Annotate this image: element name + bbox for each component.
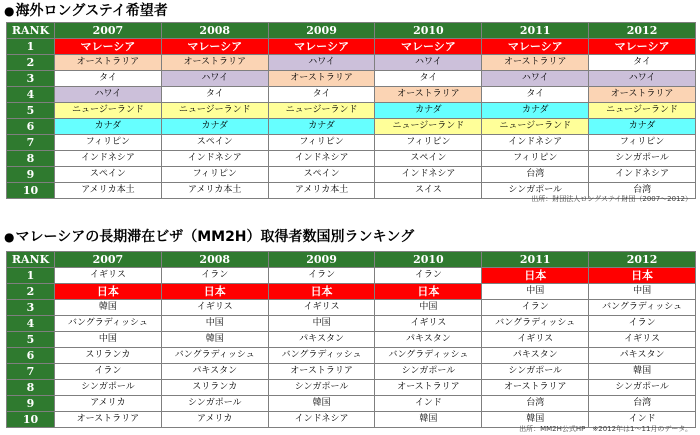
country-cell: イギリス [268, 300, 375, 316]
year-header: 2012 [589, 252, 696, 268]
country-cell: 中国 [161, 316, 268, 332]
country-cell: シンガポール [375, 364, 482, 380]
country-cell: アメリカ [161, 412, 268, 428]
year-header: 2010 [375, 252, 482, 268]
rank-number: 2 [7, 284, 55, 300]
country-cell: インドネシア [268, 412, 375, 428]
country-cell: アメリカ本土 [268, 183, 375, 199]
rank-number: 1 [7, 39, 55, 55]
country-cell: フィリピン [589, 135, 696, 151]
table-row [7, 103, 696, 119]
table-row [7, 119, 696, 135]
country-cell: オーストラリア [482, 380, 589, 396]
country-cell: イラン [55, 364, 162, 380]
rank-number: 7 [7, 364, 55, 380]
country-cell: イラン [375, 268, 482, 284]
country-cell: インドネシア [375, 167, 482, 183]
country-cell: シンガポール [482, 183, 589, 199]
rank-number: 7 [7, 135, 55, 151]
country-cell: 韓国 [161, 332, 268, 348]
country-cell: ハワイ [482, 71, 589, 87]
country-cell: カナダ [589, 119, 696, 135]
table-row [7, 87, 696, 103]
country-cell: スリランカ [55, 348, 162, 364]
rank-number: 4 [7, 87, 55, 103]
section2-title: ●マレーシアの長期滞在ビザ（MM2H）取得者数国別ランキング [4, 229, 415, 245]
country-cell: ニュージーランド [268, 103, 375, 119]
bullet-icon: ● [4, 4, 15, 18]
country-cell: イラン [482, 300, 589, 316]
rank-header: RANK [7, 252, 55, 268]
country-cell: フィリピン [55, 135, 162, 151]
country-cell: カナダ [482, 103, 589, 119]
country-cell: タイ [482, 87, 589, 103]
country-cell: イギリス [55, 268, 162, 284]
header-row [7, 23, 696, 39]
country-cell: 日本 [375, 284, 482, 300]
country-cell: オーストラリア [55, 55, 162, 71]
section2-source: 出所：MM2H公式HP ※2012年は1～11月のデータ。 [519, 425, 692, 433]
country-cell: アメリカ本土 [55, 183, 162, 199]
country-cell: 日本 [161, 284, 268, 300]
country-cell: カナダ [268, 119, 375, 135]
country-cell: フィリピン [161, 167, 268, 183]
country-cell: 韓国 [268, 396, 375, 412]
country-cell: パキスタン [268, 332, 375, 348]
country-cell: イラン [268, 268, 375, 284]
rank-number: 2 [7, 55, 55, 71]
table-row [7, 332, 696, 348]
country-cell: カナダ [161, 119, 268, 135]
rank-number: 3 [7, 300, 55, 316]
country-cell: インドネシア [589, 167, 696, 183]
table-row [7, 39, 696, 55]
table-row [7, 348, 696, 364]
country-cell: 日本 [589, 268, 696, 284]
country-cell: インド [375, 396, 482, 412]
year-header: 2010 [375, 23, 482, 39]
country-cell: シンガポール [161, 396, 268, 412]
country-cell: スペイン [55, 167, 162, 183]
country-cell: フィリピン [268, 135, 375, 151]
rank-number: 1 [7, 268, 55, 284]
country-cell: ハワイ [161, 71, 268, 87]
year-header: 2008 [161, 252, 268, 268]
rank-number: 4 [7, 316, 55, 332]
country-cell: 台湾 [482, 396, 589, 412]
country-cell: ハワイ [375, 55, 482, 71]
country-cell: スペイン [268, 167, 375, 183]
country-cell: ニュージーランド [375, 119, 482, 135]
section1-source: 出所：財団法人ロングステイ財団（2007～2012） [531, 195, 692, 203]
rank-number: 10 [7, 412, 55, 428]
country-cell: タイ [268, 87, 375, 103]
country-cell: オーストラリア [268, 364, 375, 380]
country-cell: シンガポール [482, 364, 589, 380]
country-cell: イギリス [482, 332, 589, 348]
country-cell: イギリス [589, 332, 696, 348]
table-row [7, 284, 696, 300]
country-cell: シンガポール [55, 380, 162, 396]
bullet-icon: ● [4, 230, 15, 244]
country-cell: イラン [589, 316, 696, 332]
country-cell: ニュージーランド [161, 103, 268, 119]
table-row [7, 151, 696, 167]
country-cell: ニュージーランド [55, 103, 162, 119]
table-row [7, 268, 696, 284]
country-cell: シンガポール [589, 151, 696, 167]
country-cell: 日本 [268, 284, 375, 300]
country-cell: バングラディッシュ [55, 316, 162, 332]
country-cell: タイ [161, 87, 268, 103]
country-cell: 中国 [482, 284, 589, 300]
country-cell: フィリピン [482, 151, 589, 167]
country-cell: マレーシア [482, 39, 589, 55]
table-row [7, 167, 696, 183]
country-cell: オーストラリア [268, 71, 375, 87]
country-cell: スペイン [375, 151, 482, 167]
country-cell: マレーシア [375, 39, 482, 55]
country-cell: パキスタン [161, 364, 268, 380]
country-cell: 中国 [268, 316, 375, 332]
country-cell: オーストラリア [482, 55, 589, 71]
country-cell: マレーシア [161, 39, 268, 55]
country-cell: バングラディッシュ [589, 300, 696, 316]
country-cell: オーストラリア [161, 55, 268, 71]
country-cell: ハワイ [268, 55, 375, 71]
table-row [7, 135, 696, 151]
country-cell: 韓国 [375, 412, 482, 428]
table-row [7, 55, 696, 71]
table-row [7, 396, 696, 412]
table-row [7, 316, 696, 332]
rank-number: 3 [7, 71, 55, 87]
rank-number: 5 [7, 103, 55, 119]
year-header: 2008 [161, 23, 268, 39]
country-cell: スイス [375, 183, 482, 199]
country-cell: パキスタン [589, 348, 696, 364]
table-row [7, 380, 696, 396]
country-cell: 韓国 [482, 412, 589, 428]
country-cell: 中国 [589, 284, 696, 300]
year-header: 2007 [55, 23, 162, 39]
year-header: 2009 [268, 252, 375, 268]
country-cell: オーストラリア [55, 412, 162, 428]
section1-title: ●海外ロングステイ希望者 [4, 3, 168, 19]
country-cell: イギリス [161, 300, 268, 316]
country-cell: パキスタン [375, 332, 482, 348]
country-cell: マレーシア [268, 39, 375, 55]
country-cell: バングラディッシュ [482, 316, 589, 332]
country-cell: オーストラリア [375, 380, 482, 396]
country-cell: 台湾 [589, 183, 696, 199]
mm2h-ranking-table [6, 251, 696, 428]
country-cell: インドネシア [268, 151, 375, 167]
rank-number: 9 [7, 167, 55, 183]
country-cell: マレーシア [589, 39, 696, 55]
country-cell: シンガポール [268, 380, 375, 396]
country-cell: オーストラリア [375, 87, 482, 103]
country-cell: タイ [55, 71, 162, 87]
country-cell: イラン [161, 268, 268, 284]
country-cell: ニュージーランド [482, 119, 589, 135]
country-cell: スリランカ [161, 380, 268, 396]
rank-number: 5 [7, 332, 55, 348]
year-header: 2011 [482, 252, 589, 268]
country-cell: シンガポール [589, 380, 696, 396]
country-cell: オーストラリア [589, 87, 696, 103]
country-cell: 日本 [482, 268, 589, 284]
country-cell: フィリピン [375, 135, 482, 151]
country-cell: パキスタン [482, 348, 589, 364]
country-cell: タイ [589, 55, 696, 71]
header-row [7, 252, 696, 268]
country-cell: イギリス [375, 316, 482, 332]
country-cell: インドネシア [161, 151, 268, 167]
country-cell: ニュージーランド [589, 103, 696, 119]
year-header: 2007 [55, 252, 162, 268]
country-cell: インドネシア [482, 135, 589, 151]
country-cell: 台湾 [482, 167, 589, 183]
country-cell: ハワイ [589, 71, 696, 87]
country-cell: 台湾 [589, 396, 696, 412]
country-cell: 韓国 [589, 364, 696, 380]
country-cell: 韓国 [55, 300, 162, 316]
country-cell: タイ [375, 71, 482, 87]
country-cell: ハワイ [55, 87, 162, 103]
country-cell: カナダ [375, 103, 482, 119]
country-cell: アメリカ [55, 396, 162, 412]
rank-number: 9 [7, 396, 55, 412]
rank-number: 8 [7, 151, 55, 167]
longstay-ranking-table [6, 22, 696, 199]
year-header: 2012 [589, 23, 696, 39]
country-cell: 中国 [55, 332, 162, 348]
year-header: 2009 [268, 23, 375, 39]
country-cell: バングラディッシュ [161, 348, 268, 364]
country-cell: アメリカ本土 [161, 183, 268, 199]
table-row [7, 300, 696, 316]
country-cell: バングラディッシュ [375, 348, 482, 364]
country-cell: インドネシア [55, 151, 162, 167]
rank-number: 8 [7, 380, 55, 396]
rank-number: 6 [7, 119, 55, 135]
table-row [7, 364, 696, 380]
rank-number: 10 [7, 183, 55, 199]
country-cell: バングラディッシュ [268, 348, 375, 364]
table-row [7, 71, 696, 87]
rank-header: RANK [7, 23, 55, 39]
country-cell: カナダ [55, 119, 162, 135]
country-cell: 日本 [55, 284, 162, 300]
rank-number: 6 [7, 348, 55, 364]
country-cell: インド [589, 412, 696, 428]
year-header: 2011 [482, 23, 589, 39]
country-cell: 中国 [375, 300, 482, 316]
country-cell: スペイン [161, 135, 268, 151]
country-cell: マレーシア [55, 39, 162, 55]
